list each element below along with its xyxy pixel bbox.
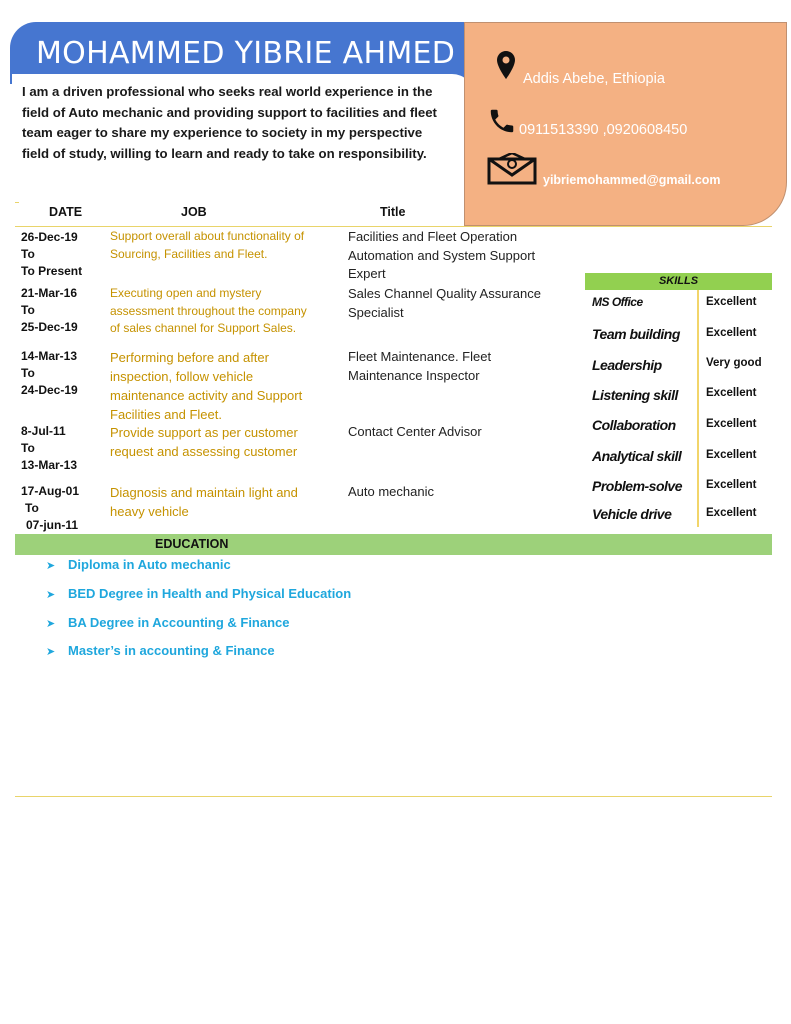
- divider: [15, 202, 19, 203]
- email-envelope-icon: [487, 153, 537, 185]
- contact-email[interactable]: yibriemohammed@gmail.com: [543, 173, 721, 187]
- date-from: 26-Dec-19: [21, 230, 78, 244]
- skill-name: Team building: [592, 326, 680, 342]
- education-item: BA Degree in Accounting & Finance: [68, 615, 290, 630]
- job-line: Diagnosis and maintain light and: [110, 485, 298, 500]
- date-to-label: To: [21, 441, 35, 456]
- profile-summary: I am a driven professional who seeks real world experience in the field of Auto mechanic and providing support to facilities and fleet team eager to share my experience to society in my perspective field of study, willing to learn and ready to take on responsibility.: [22, 84, 437, 162]
- education-header-bar: [15, 534, 772, 555]
- contact-panel: [464, 22, 787, 226]
- skills-divider: [697, 290, 699, 527]
- title-line: Maintenance Inspector: [348, 367, 480, 383]
- job-line: Provide support as per customer: [110, 425, 298, 440]
- title-line: Auto mechanic: [348, 484, 434, 499]
- skill-name: Problem-solve: [592, 478, 682, 494]
- date-to: 07-jun-11: [26, 518, 79, 533]
- title-line: Expert: [348, 266, 386, 282]
- date-to: To Present: [21, 264, 83, 279]
- date-from: 17-Aug-01: [21, 484, 80, 498]
- title-line: Contact Center Advisor: [348, 424, 482, 439]
- skill-level: Excellent: [706, 418, 757, 430]
- skill-name: Collaboration: [592, 417, 676, 433]
- contact-phone: 0911513390 ,0920608450: [519, 122, 688, 138]
- date-to-label: To: [25, 501, 39, 516]
- job-line: assessment throughout the company: [110, 303, 307, 318]
- title-line: Fleet Maintenance. Fleet: [348, 349, 492, 364]
- skill-name: Listening skill: [592, 387, 678, 403]
- skill-level: Excellent: [706, 296, 757, 308]
- title-line: Sales Channel Quality Assurance: [348, 286, 541, 301]
- date-to-label: To: [21, 303, 35, 318]
- date-to: 25-Dec-19: [21, 320, 78, 335]
- job-line: inspection, follow vehicle: [110, 369, 254, 384]
- title-line: Automation and System Support: [348, 247, 536, 263]
- column-header-title: Title: [380, 205, 406, 219]
- skill-name: Leadership: [592, 357, 662, 373]
- education-item: Diploma in Auto mechanic: [68, 557, 231, 572]
- date-to-label: To: [21, 247, 35, 262]
- table-header-rule: [15, 226, 772, 227]
- job-line: Support overall about functionality of: [110, 229, 305, 243]
- title-line: Facilities and Fleet Operation: [348, 229, 518, 244]
- date-to: 24-Dec-19: [21, 383, 78, 398]
- job-line: request and assessing customer: [110, 444, 298, 459]
- list-item: [46, 586, 351, 601]
- skill-level: Excellent: [706, 479, 757, 491]
- job-line: Sourcing, Facilities and Fleet.: [110, 246, 268, 261]
- date-to: 13-Mar-13: [21, 458, 78, 473]
- date-from: 21-Mar-16: [21, 286, 78, 300]
- skill-name: Analytical skill: [592, 448, 682, 464]
- skill-level: Excellent: [706, 387, 757, 399]
- column-header-date: DATE: [49, 205, 83, 219]
- skill-level: Excellent: [706, 507, 757, 519]
- footer-rule: [15, 796, 772, 797]
- job-line: of sales channel for Support Sales.: [110, 321, 297, 335]
- job-line: maintenance activity and Support: [110, 388, 303, 403]
- column-header-job: JOB: [181, 205, 207, 219]
- skill-level: Excellent: [706, 327, 757, 339]
- skill-level: Excellent: [706, 449, 757, 461]
- education-item: BED Degree in Health and Physical Education: [68, 586, 352, 601]
- education-item: Master’s in accounting & Finance: [68, 643, 275, 658]
- job-line: Executing open and mystery: [110, 286, 262, 300]
- contact-location: Addis Abebe, Ethiopia: [523, 71, 665, 87]
- arrow-bullet-icon: ➤: [46, 560, 56, 572]
- phone-icon: [487, 106, 517, 136]
- job-line: Performing before and after: [110, 350, 269, 365]
- list-item: [46, 557, 231, 572]
- location-pin-icon: [497, 51, 515, 79]
- education-heading: EDUCATION: [155, 537, 229, 551]
- skill-level: Very good: [706, 357, 762, 369]
- arrow-bullet-icon: ➤: [46, 589, 56, 601]
- date-from: 14-Mar-13: [21, 349, 78, 363]
- title-line: Specialist: [348, 304, 404, 320]
- date-from: 8-Jul-11: [21, 424, 66, 438]
- job-line: heavy vehicle: [110, 504, 189, 519]
- date-to-label: To: [21, 366, 35, 381]
- candidate-name: MOHAMMED YIBRIE AHMED: [36, 36, 456, 71]
- arrow-bullet-icon: ➤: [46, 646, 56, 658]
- skill-name: Vehicle drive: [592, 506, 672, 522]
- list-item: [46, 615, 290, 630]
- arrow-bullet-icon: ➤: [46, 618, 56, 630]
- skill-name: MS Office: [592, 295, 643, 309]
- skills-heading: SKILLS: [585, 273, 772, 290]
- job-line: Facilities and Fleet.: [110, 407, 222, 422]
- list-item: [46, 643, 275, 658]
